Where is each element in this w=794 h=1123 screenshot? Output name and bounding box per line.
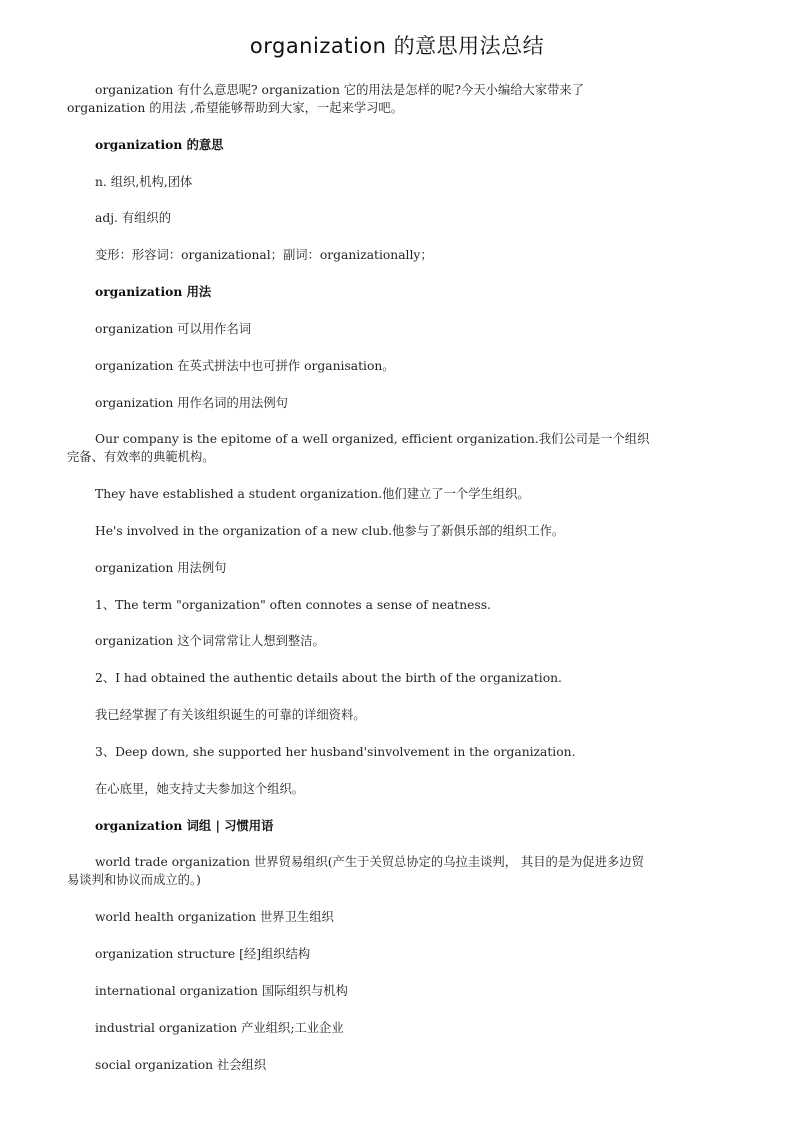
meaning-heading: organization 的意思 [95,137,224,152]
sentence-1-en: 1、The term "organization" often connotes a sense of neatness. [95,598,491,612]
phrase-1-line-2: 易谈判和协议而成立的。) [67,873,201,887]
example-1-line-2: 完备、有效率的典範机构。 [67,450,215,464]
sentence-2-zh: 我已经掌握了有关该组织诞生的可靠的详细资料。 [95,708,366,722]
meaning-forms: 变形：形容词：organizational；副词：organizationally； [95,248,433,262]
phrase-6: social organization 社会组织 [95,1058,267,1072]
example-2: They have established a student organization.他们建立了一个学生组织。 [95,487,530,501]
examples-heading: organization 用法例句 [95,561,227,575]
phrase-2: world health organization 世界卫生组织 [95,910,334,924]
sentence-3-zh: 在心底里，她支持丈夫参加这个组织。 [95,782,305,796]
sentence-3-en: 3、Deep down, she supported her husband'sinvolvement in the organization. [95,745,576,759]
sentence-2-en: 2、I had obtained the authentic details about the birth of the organization. [95,671,562,685]
phrase-1-line-1: world trade organization 世界贸易组织(产生于关贸总协定的乌拉圭谈判， 其目的是为促进多边贸 [95,855,644,869]
example-3: He's involved in the organization of a new club.他参与了新俱乐部的组织工作。 [95,524,565,538]
meaning-noun: n. 组织,机构,团体 [95,175,193,189]
phrase-5: industrial organization 产业组织;工业企业 [95,1021,344,1035]
page-title: organization 的意思用法总结 [249,34,545,58]
phrase-4: international organization 国际组织与机构 [95,984,348,998]
usage-heading: organization 用法 [95,284,212,299]
usage-british: organization 在英式拼法中也可拼作 organisation。 [95,359,395,373]
example-1-line-1: Our company is the epitome of a well organized, efficient organization.我们公司是一个组织 [95,432,650,446]
intro-line-1: organization 有什么意思呢? organization 它的用法是怎样的呢?今天小编给大家带来了 [95,83,585,97]
meaning-adj: adj. 有组织的 [95,211,172,225]
phrases-heading: organization 词组 | 习惯用语 [95,818,274,833]
intro-line-2: organization 的用法 ,希望能够帮助到大家，一起来学习吧。 [67,101,404,115]
sentence-1-zh: organization 这个词常常让人想到整洁。 [95,634,325,648]
usage-noun-examples-heading: organization 用作名词的用法例句 [95,396,288,410]
phrase-3: organization structure [经]组织结构 [95,947,311,961]
usage-noun: organization 可以用作名词 [95,322,252,336]
